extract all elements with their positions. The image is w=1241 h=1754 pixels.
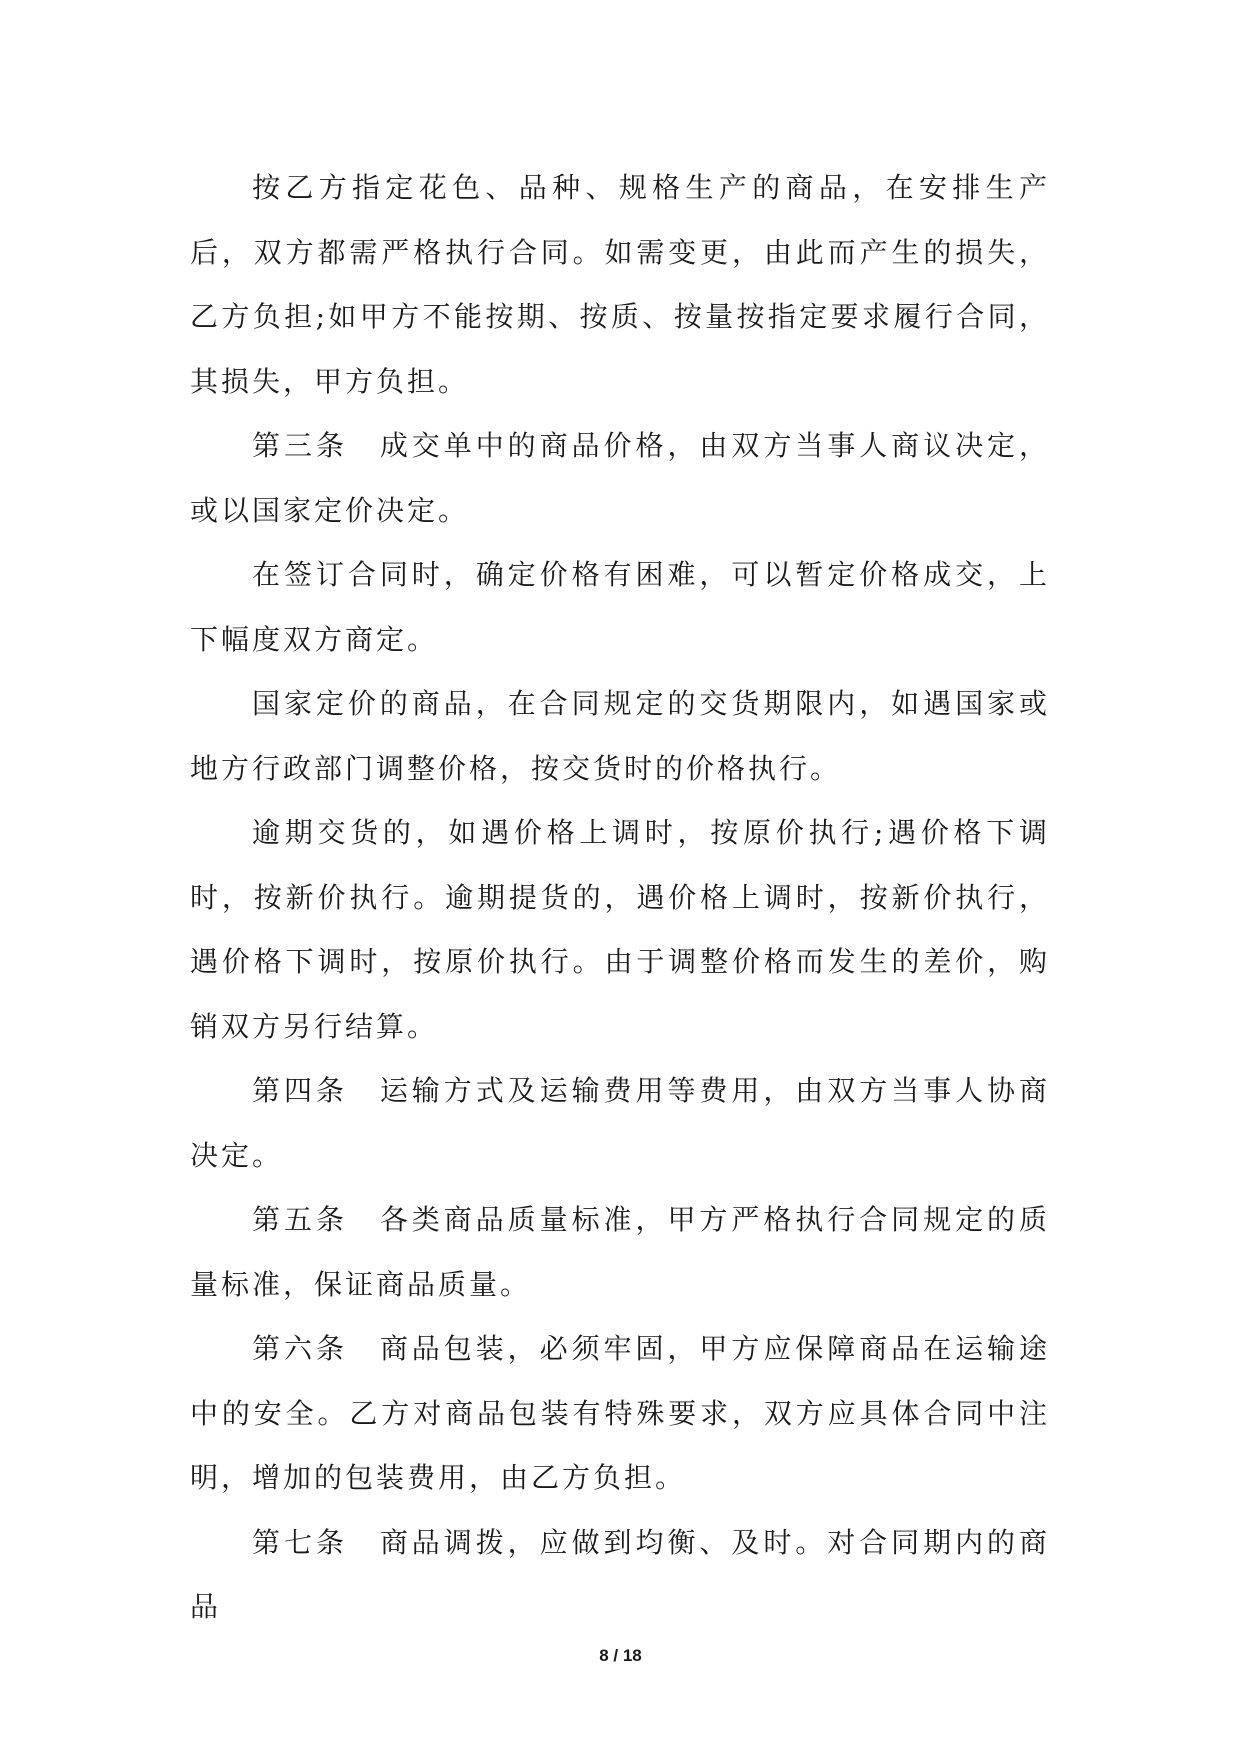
document-body <box>190 156 1050 1640</box>
paragraph-article-7: 第七条 商品调拨，应做到均衡、及时。对合同期内的商品 <box>190 1525 1050 1623</box>
paragraph: 按乙方指定花色、品种、规格生产的商品，在安排生产后，双方都需严格执行合同。如需变更，由此而产生的损失，乙方负担;如甲方不能按期、按质、按量按指定要求履行合同，其损失，甲方负担。 <box>190 171 1050 398</box>
paragraph-article-3: 第三条 成交单中的商品价格，由双方当事人商议决定，或以国家定价决定。 <box>190 429 1050 527</box>
paragraph: 国家定价的商品，在合同规定的交货期限内，如遇国家或地方行政部门调整价格，按交货时的价格执行。 <box>190 687 1050 785</box>
paragraph-article-4: 第四条 运输方式及运输费用等费用，由双方当事人协商决定。 <box>190 1074 1050 1172</box>
paragraph-article-5: 第五条 各类商品质量标准，甲方严格执行合同规定的质量标准，保证商品质量。 <box>190 1203 1050 1301</box>
paragraph: 在签订合同时，确定价格有困难，可以暂定价格成交，上下幅度双方商定。 <box>190 558 1050 656</box>
paragraph: 逾期交货的，如遇价格上调时，按原价执行;遇价格下调时，按新价执行。逾期提货的，遇价格上调时，按新价执行，遇价格下调时，按原价执行。由于调整价格而发生的差价，购销双方另行结算。 <box>190 816 1050 1043</box>
page-number: 8 / 18 <box>599 1646 642 1665</box>
paragraph-article-6: 第六条 商品包装，必须牢固，甲方应保障商品在运输途中的安全。乙方对商品包装有特殊要求，双方应具体合同中注明，增加的包装费用，由乙方负担。 <box>190 1332 1050 1494</box>
